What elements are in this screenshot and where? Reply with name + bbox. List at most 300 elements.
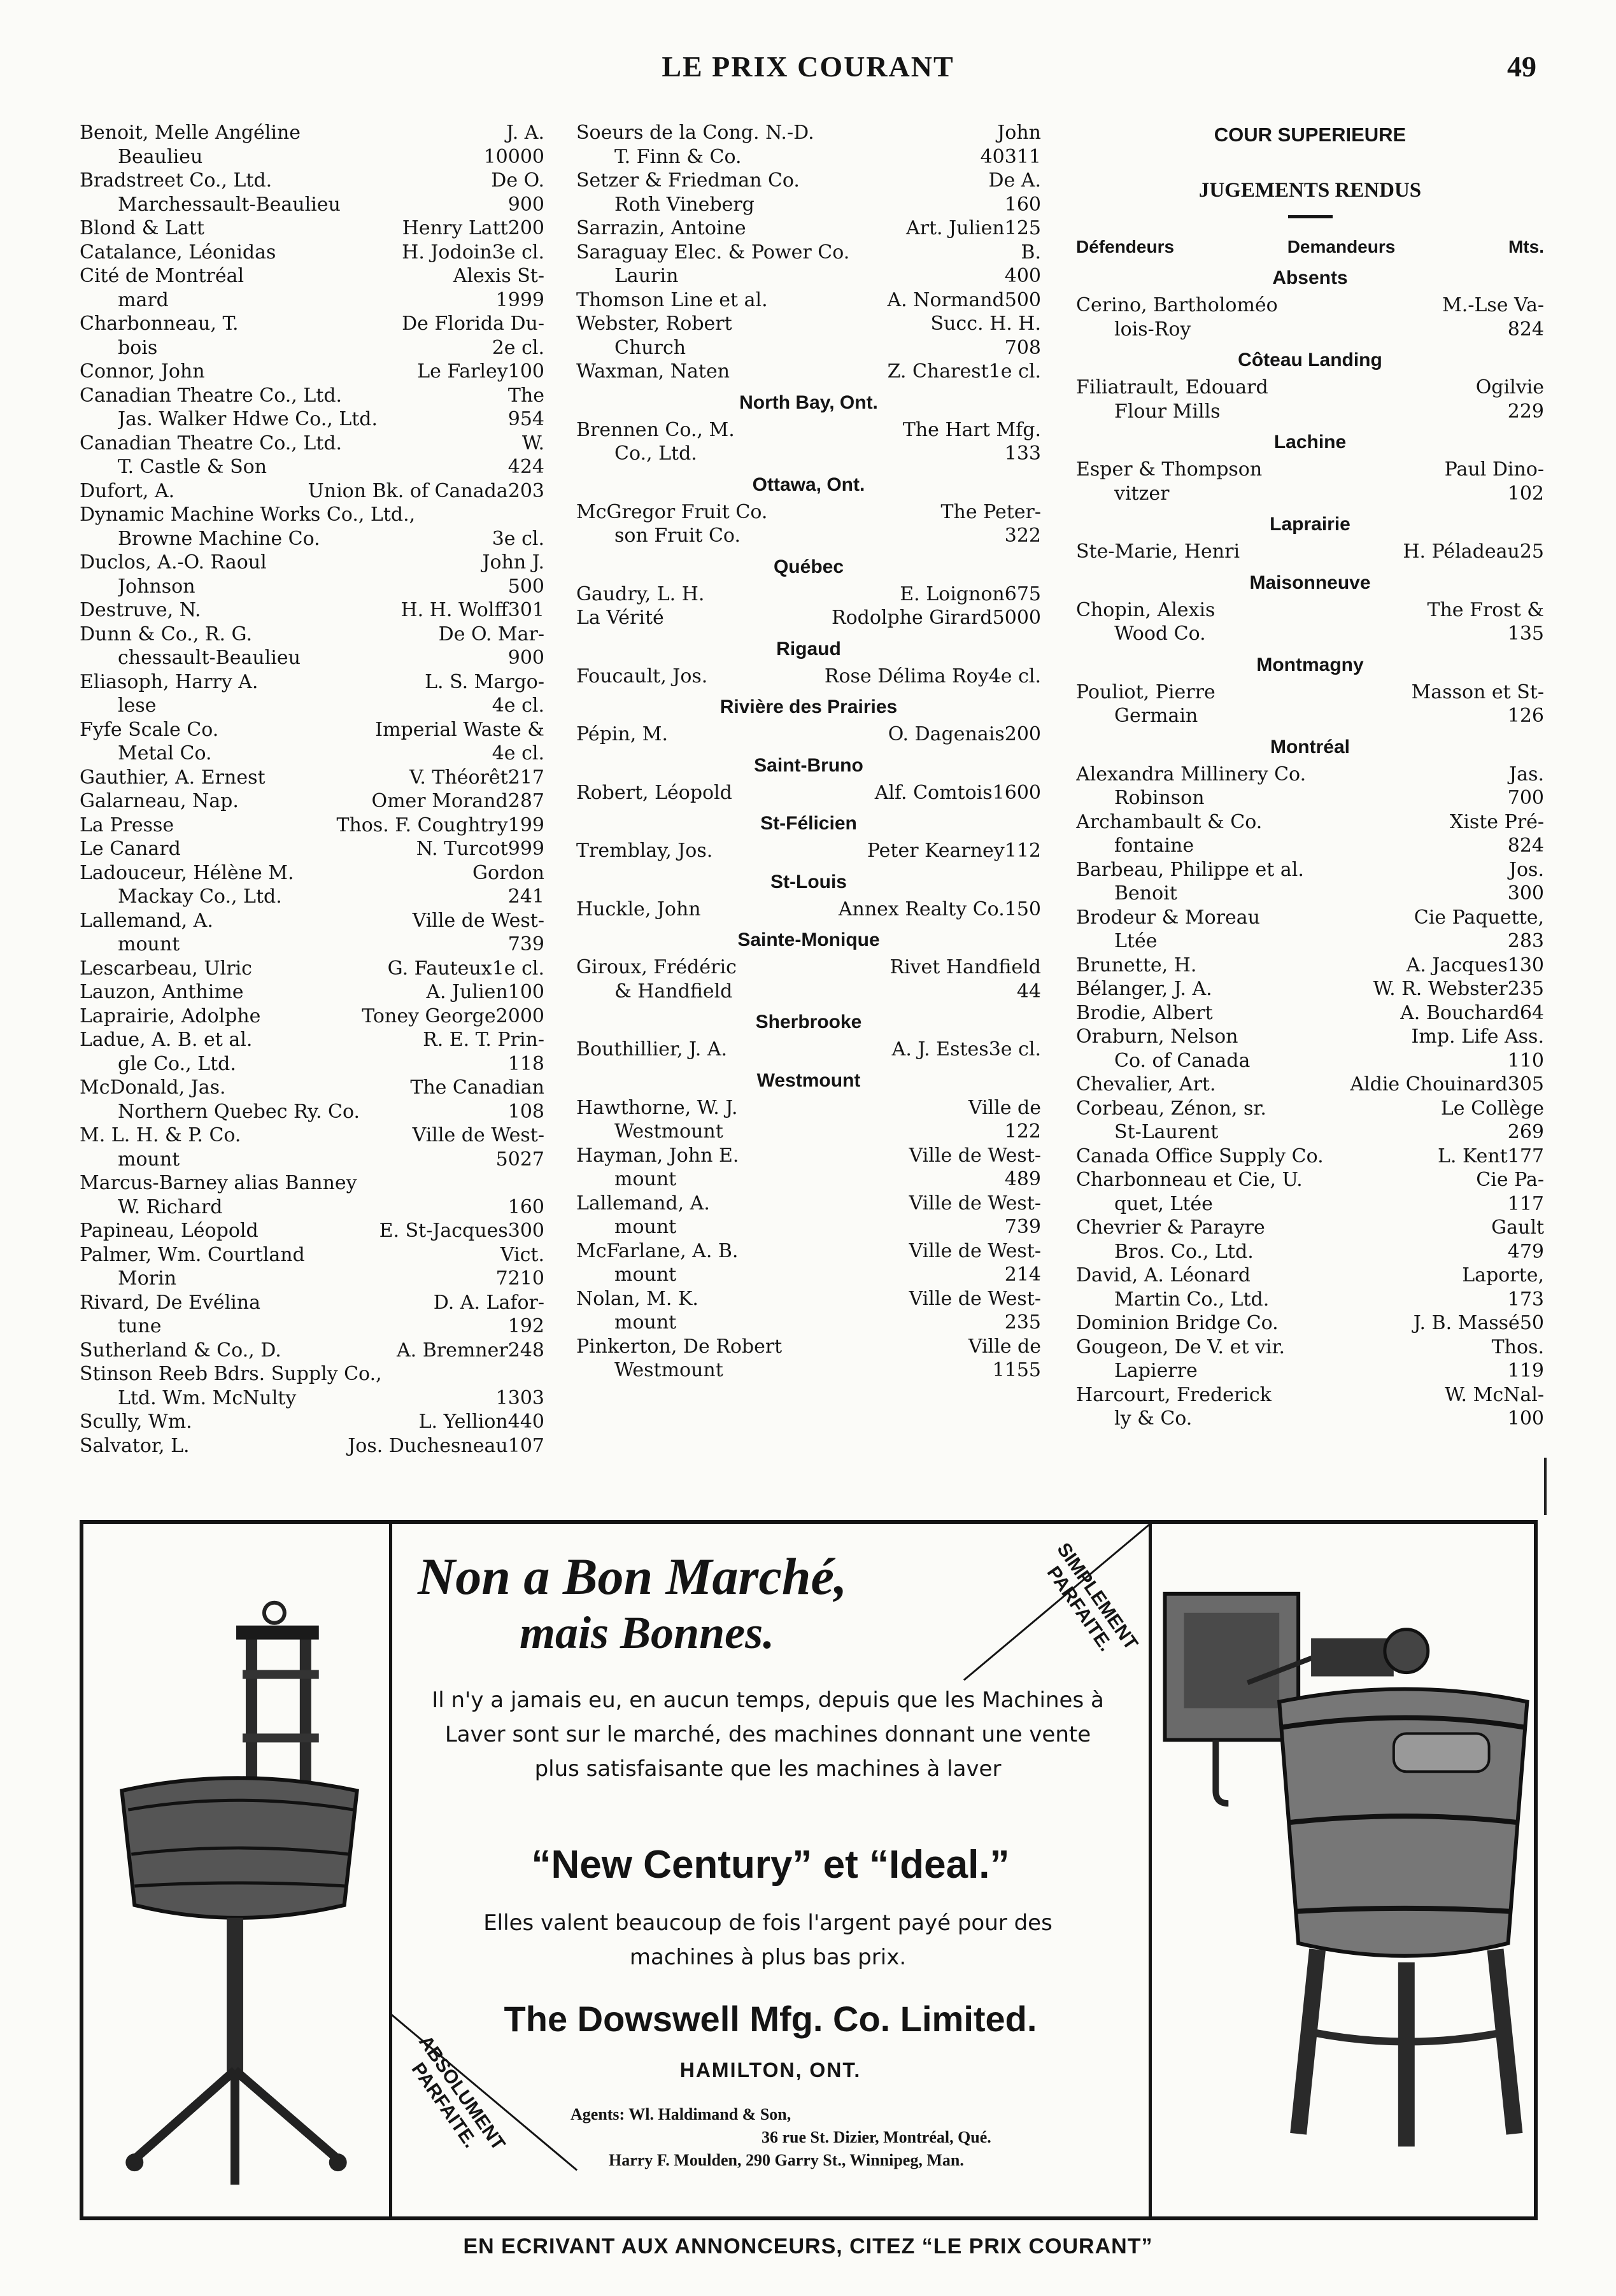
defendant-name: Palmer, Wm. Courtland <box>80 1243 305 1266</box>
judgment-amount: 10000 <box>483 145 544 168</box>
powered-washing-machine-illustration-icon <box>1152 1524 1534 2216</box>
defendant-name: Hayman, John E. <box>576 1144 739 1167</box>
judgment-amount: 824 <box>1507 835 1544 857</box>
plaintiff-name-continued: Laurin <box>614 265 679 287</box>
plaintiff-name: M.-Lse Va- <box>1442 294 1544 316</box>
page-number: 49 <box>1507 50 1536 83</box>
judgment-amount: 708 <box>1004 336 1041 359</box>
plaintiff-name-continued: tune <box>118 1315 162 1337</box>
defendant-name: Huckle, John <box>576 898 701 920</box>
plaintiff-name: H. Péladeau <box>1403 540 1520 563</box>
defendant-name: Canadian Theatre Co., Ltd. <box>80 384 343 407</box>
judgment-amount: 5027 <box>495 1148 544 1171</box>
judgment-amount: 900 <box>507 193 544 216</box>
plaintiff-name-continued: mount <box>118 933 180 955</box>
defendant-name: Duclos, A.-O. Raoul <box>80 551 267 574</box>
plaintiff-name: Masson et St- <box>1411 680 1544 703</box>
plaintiff-name: W. <box>521 432 544 454</box>
judgment-entry <box>576 898 1041 922</box>
defendant-name: Rivard, De Evélina <box>80 1291 260 1314</box>
defendant-name: Bradstreet Co., Ltd. <box>80 169 273 192</box>
judgment-entry <box>80 957 544 981</box>
judgment-entry <box>576 606 1041 630</box>
ad-body-text-1: Il n'y a jamais eu, en aucun temps, depuis que les Machines à Laver sont sur le marché, des machines donnant une vente plus satisfaisante que les machines à laver <box>432 1687 1104 1782</box>
publication-title: LE PRIX COURANT <box>662 50 954 83</box>
judgment-entry <box>1076 680 1544 728</box>
plaintiff-name: The <box>507 384 544 407</box>
town-heading: Rigaud <box>776 638 841 659</box>
column-2 <box>576 121 1041 1383</box>
plaintiff-name-continued: Ltd. Wm. McNulty <box>118 1386 297 1409</box>
judgment-amount: 119 <box>1507 1360 1544 1382</box>
defendant-name: Brennen Co., M. <box>576 418 735 441</box>
judgment-entry <box>1076 293 1544 341</box>
town-heading: St-Félicien <box>760 813 857 834</box>
defendant-name: Fyfe Scale Co. <box>80 718 219 741</box>
plaintiff-name-continued: mount <box>118 1148 180 1171</box>
plaintiff-name-continued: Marchessault-Beaulieu <box>118 193 341 216</box>
judgment-entry <box>80 264 544 312</box>
judgment-amount: 739 <box>507 933 544 955</box>
defendant-name: Eliasoph, Harry A. <box>80 670 259 693</box>
defendant-name: Archambault & Co. <box>1076 810 1263 833</box>
plaintiff-name: Ville de West- <box>909 1287 1041 1310</box>
judgment-entry <box>80 241 544 265</box>
judgment-amount: 440 <box>507 1411 544 1433</box>
defendant-name: Lallemand, A. <box>576 1192 710 1215</box>
plaintiff-name <box>535 1362 544 1386</box>
plaintiff-name: Omer Morand <box>371 790 508 812</box>
plaintiff-name: Ville de West- <box>412 1124 544 1146</box>
town-heading: Westmount <box>756 1069 861 1091</box>
judgment-amount: 64 <box>1519 1001 1544 1024</box>
defendant-name: Destruve, N. <box>80 599 201 621</box>
judgment-amount: 200 <box>1004 723 1041 745</box>
plaintiff-name-continued: lois-Roy <box>1114 318 1191 341</box>
judgment-entry <box>80 1339 544 1363</box>
judgment-amount: 150 <box>1004 898 1041 920</box>
plaintiff-name: Jos. <box>1508 858 1544 881</box>
judgment-amount: 269 <box>1507 1121 1544 1143</box>
judgment-entry <box>576 500 1041 548</box>
defendant-name: Chevalier, Art. <box>1076 1073 1216 1095</box>
judgment-entry <box>576 241 1041 288</box>
plaintiff-name-continued: Jas. Walker Hdwe Co., Ltd. <box>118 408 378 430</box>
judgment-entry <box>1076 1073 1544 1097</box>
judgment-amount: 300 <box>507 1220 544 1242</box>
judgment-entry <box>80 789 544 813</box>
judgment-amount: 130 <box>1507 954 1544 976</box>
judgment-amount: 1600 <box>992 781 1041 804</box>
judgment-amount: 1303 <box>495 1386 544 1409</box>
defendant-name: Brodeur & Moreau <box>1076 906 1260 929</box>
defendant-name: Cerino, Bartholoméo <box>1076 294 1278 316</box>
judgment-entry <box>576 1335 1041 1383</box>
town-heading: Laprairie <box>1270 514 1350 535</box>
defendant-name: Esper & Thompson <box>1076 458 1263 481</box>
judgment-entry <box>1076 858 1544 906</box>
defendant-name: Laprairie, Adolphe <box>80 1004 261 1027</box>
town-heading: Côteau Landing <box>1238 349 1382 370</box>
plaintiff-name: D. A. Lafor- <box>433 1291 544 1314</box>
plaintiff-name: Thos. <box>1491 1335 1544 1358</box>
town-heading: Saint-Bruno <box>754 754 863 776</box>
judgment-entry <box>576 121 1041 169</box>
judgment-entry <box>576 665 1041 689</box>
plaintiff-name-continued: Mackay Co., Ltd. <box>118 885 282 908</box>
judgment-amount: 241 <box>507 885 544 908</box>
margin-mark <box>1544 1458 1547 1515</box>
judgment-entry <box>80 1171 544 1219</box>
plaintiff-name: Paul Dino- <box>1444 458 1544 481</box>
defendant-name: David, A. Léonard <box>1076 1264 1251 1286</box>
judgment-amount: 40311 <box>980 145 1041 168</box>
header-plaintiffs: Demandeurs <box>1287 237 1396 257</box>
judgment-entry <box>576 169 1041 216</box>
plaintiff-name: E. Loignon <box>900 582 1005 605</box>
judgment-amount: 217 <box>507 766 544 789</box>
judgment-entry <box>576 1287 1041 1335</box>
judgment-amount: 675 <box>1004 582 1041 605</box>
plaintiff-name: Rivet Handfield <box>890 956 1041 978</box>
judgment-amount: 4e cl. <box>492 694 544 717</box>
judgment-amount: 500 <box>1004 288 1041 311</box>
town-heading: Ottawa, Ont. <box>752 474 865 495</box>
plaintiff-name: Ville de West- <box>412 909 544 932</box>
judgment-amount: 133 <box>1004 442 1041 465</box>
defendant-name: Dunn & Co., R. G. <box>80 623 252 645</box>
plaintiff-name: A. J. Estes <box>891 1038 989 1060</box>
plaintiff-name: Henry Latt <box>402 217 508 239</box>
defendant-name: Pépin, M. <box>576 723 669 745</box>
judgment-amount: 235 <box>1507 978 1544 1000</box>
plaintiff-name: The Peter- <box>940 500 1041 523</box>
judgment-entry <box>80 1291 544 1339</box>
judgment-entry <box>80 861 544 909</box>
judgment-entry <box>576 1239 1041 1287</box>
plaintiff-name: Vict. <box>500 1243 544 1266</box>
judgment-entry <box>576 722 1041 747</box>
defendant-name: Harcourt, Frederick <box>1076 1383 1272 1406</box>
judgment-entry <box>1076 1025 1544 1073</box>
judgment-entry <box>80 169 544 216</box>
judgment-amount: 122 <box>1004 1120 1041 1143</box>
judgment-amount: 44 <box>1016 980 1041 1003</box>
judgment-amount: 50 <box>1519 1312 1544 1334</box>
ad-headline-2: mais Bonnes. <box>520 1607 775 1658</box>
plaintiff-name-continued: son Fruit Co. <box>614 525 741 547</box>
plaintiff-name: Union Bk. of Canada <box>308 479 508 502</box>
plaintiff-name-continued: mount <box>614 1311 677 1334</box>
plaintiff-name-continued: Browne Machine Co. <box>118 527 320 550</box>
ad-right-panel <box>1149 1524 1534 2216</box>
judgment-amount: 200 <box>507 217 544 239</box>
judgment-amount: 300 <box>1507 882 1544 905</box>
judgment-entry <box>80 909 544 957</box>
ad-center-panel <box>392 1524 1149 2216</box>
town-heading: North Bay, Ont. <box>739 391 878 413</box>
plaintiff-name-continued: T. Finn & Co. <box>614 145 742 168</box>
judgment-amount: 2e cl. <box>492 336 544 359</box>
judgment-entry <box>80 1410 544 1434</box>
judgment-amount: 160 <box>1004 193 1041 216</box>
defendant-name: Benoit, Melle Angéline <box>80 122 301 144</box>
judgment-entry <box>1076 376 1544 423</box>
plaintiff-name: A. Jacques <box>1406 954 1508 976</box>
plaintiff-name: De Florida Du- <box>402 313 544 335</box>
judgment-entry <box>576 1038 1041 1062</box>
plaintiff-name-continued: mount <box>614 1168 677 1190</box>
town-heading: Rivière des Prairies <box>719 696 898 717</box>
defendant-name: Brodie, Albert <box>1076 1001 1213 1024</box>
judgment-entry <box>80 551 544 598</box>
judgment-entry <box>80 670 544 718</box>
plaintiff-name: W. R. Webster <box>1373 978 1508 1000</box>
ad-body-text-2: Elles valent beaucoup de fois l'argent payé pour des machines à plus bas prix. <box>483 1910 1053 1970</box>
judgment-entry <box>80 598 544 623</box>
plaintiff-name: V. Théorêt <box>409 766 508 789</box>
judgment-amount: 214 <box>1004 1264 1041 1286</box>
judgment-entry <box>576 955 1041 1003</box>
judgment-amount: 107 <box>507 1434 544 1457</box>
agents-line-1: Wl. Haldimand & Son, <box>628 2105 791 2123</box>
plaintiff-name: O. Dagenais <box>888 723 1005 745</box>
judgment-amount: 135 <box>1507 623 1544 645</box>
plaintiff-name: Ville de West- <box>909 1192 1041 1215</box>
plaintiff-name: Ville de West- <box>909 1239 1041 1262</box>
defendant-name: Lescarbeau, Ulric <box>80 957 252 980</box>
plaintiff-name-continued: T. Castle & Son <box>118 456 267 478</box>
judgment-amount: 7210 <box>495 1267 544 1290</box>
plaintiff-name: Succ. H. H. <box>930 313 1041 335</box>
town-heading: Maisonneuve <box>1249 572 1371 593</box>
plaintiff-name: Laporte, <box>1462 1264 1544 1286</box>
plaintiff-name: Ville de <box>968 1096 1041 1119</box>
defendant-name: Filiatrault, Edouard <box>1076 376 1268 398</box>
judgment-amount: 3e cl. <box>988 1038 1041 1060</box>
judgment-entry <box>80 1004 544 1029</box>
judgment-amount: 500 <box>507 575 544 598</box>
judgment-amount: 287 <box>507 790 544 812</box>
judgment-amount: 173 <box>1507 1288 1544 1311</box>
plaintiff-name-continued: W. Richard <box>118 1195 223 1218</box>
plaintiff-name: De O. <box>491 169 544 192</box>
plaintiff-name: John <box>997 122 1041 144</box>
defendant-name: Canadian Theatre Co., Ltd. <box>80 432 343 454</box>
column-3-entries <box>1076 265 1544 1431</box>
plaintiff-name-continued: vitzer <box>1114 482 1170 505</box>
judgment-entry <box>576 839 1041 863</box>
judgment-entry <box>1076 954 1544 978</box>
plaintiff-name-continued: Johnson <box>118 575 195 598</box>
judgment-entry <box>1076 1383 1544 1431</box>
plaintiff-name: Gordon <box>472 861 544 884</box>
judgment-amount: 4e cl. <box>492 742 544 764</box>
defendant-name: Marcus-Barney alias Banney <box>80 1172 357 1194</box>
defendant-name: Catalance, Léonidas <box>80 241 276 264</box>
plaintiff-name: The Canadian <box>410 1076 544 1099</box>
plaintiff-name: R. E. T. Prin- <box>423 1029 544 1051</box>
judgment-amount: 3e cl. <box>492 241 544 264</box>
plaintiff-name: A. Bouchard <box>1400 1001 1520 1024</box>
defendant-name: Alexandra Millinery Co. <box>1076 763 1307 785</box>
plaintiff-name-continued: mount <box>614 1216 677 1238</box>
defendant-name: Stinson Reeb Bdrs. Supply Co., <box>80 1363 382 1385</box>
plaintiff-name-continued: Germain <box>1114 705 1198 727</box>
judgment-amount: 229 <box>1507 400 1544 423</box>
plaintiff-name: A. Julien <box>426 981 508 1003</box>
plaintiff-name: Imp. Life Ass. <box>1411 1025 1544 1048</box>
defendant-name: Bouthillier, J. A. <box>576 1038 728 1060</box>
defendant-name: Tremblay, Jos. <box>576 840 713 862</box>
judgment-amount: 108 <box>507 1100 544 1123</box>
judgment-amount: 700 <box>1507 787 1544 809</box>
judgment-entry <box>576 1144 1041 1192</box>
plaintiff-name: Ville de <box>968 1335 1041 1358</box>
judgment-entry <box>80 1362 544 1410</box>
court-heading: COUR SUPERIEURE <box>1214 123 1407 146</box>
judgment-entry <box>576 360 1041 384</box>
judgment-amount: 112 <box>1004 840 1041 862</box>
judgment-amount: 160 <box>507 1195 544 1218</box>
plaintiff-name: Rose Délima Roy <box>824 665 989 687</box>
plaintiff-name: Annex Realty Co. <box>838 898 1005 920</box>
plaintiff-name: Alf. Comtois <box>874 781 993 804</box>
defendant-name: Lauzon, Anthime <box>80 981 244 1003</box>
judgment-entry <box>80 1243 544 1291</box>
plaintiff-name: E. St-Jacques <box>379 1220 508 1242</box>
ad-agents-block <box>571 2103 1118 2172</box>
rocker-washing-machine-illustration-icon <box>83 1524 389 2216</box>
plaintiff-name: L. Yellion <box>418 1411 508 1433</box>
judgment-amount: 102 <box>1507 482 1544 505</box>
judgment-amount: 900 <box>507 647 544 669</box>
judgment-entry <box>80 384 544 432</box>
judgment-amount: 739 <box>1004 1216 1041 1238</box>
judgment-entry <box>80 1028 544 1076</box>
court-subheading: JUGEMENTS RENDUS <box>1198 179 1422 202</box>
judgment-entry <box>80 360 544 384</box>
header-amount: Mts. <box>1508 237 1544 257</box>
judgment-entry <box>1076 763 1544 810</box>
judgment-amount: 100 <box>1507 1407 1544 1430</box>
town-heading: Lachine <box>1273 432 1347 453</box>
defendant-name: Pouliot, Pierre <box>1076 680 1216 703</box>
judgment-amount: 235 <box>1004 1311 1041 1334</box>
plaintiff-name: A. Bremner <box>396 1339 508 1362</box>
judgment-amount: 248 <box>507 1339 544 1362</box>
judgment-entry <box>80 432 544 479</box>
page-footer: EN ECRIVANT AUX ANNONCEURS, CITEZ “LE PRIX COURANT” <box>463 2234 1153 2258</box>
plaintiff-name: H. Jodoin <box>402 241 492 264</box>
defendant-name: Salvator, L. <box>80 1434 190 1457</box>
defendant-name: Lallemand, A. <box>80 909 213 932</box>
defendant-name: Dominion Bridge Co. <box>1076 1312 1279 1334</box>
defendant-name: Scully, Wm. <box>80 1411 192 1433</box>
judgment-amount: 954 <box>507 408 544 430</box>
judgment-amount: 1999 <box>495 288 544 311</box>
defendant-name: Pinkerton, De Robert <box>576 1335 783 1358</box>
defendant-name: Robert, Léopold <box>576 781 732 804</box>
plaintiff-name: L. Kent <box>1438 1144 1508 1167</box>
defendant-name: Foucault, Jos. <box>576 665 708 687</box>
judgment-amount: 400 <box>1004 265 1041 287</box>
judgment-amount: 301 <box>507 599 544 621</box>
judgment-entry <box>576 582 1041 607</box>
plaintiff-name: Le Farley <box>417 360 508 383</box>
town-heading: Sainte-Monique <box>737 929 880 950</box>
judgment-entry <box>80 1076 544 1123</box>
plaintiff-name: Gault <box>1491 1216 1544 1239</box>
judgment-amount: 305 <box>1507 1073 1544 1095</box>
judgment-entry <box>1076 1311 1544 1335</box>
plaintiff-name-continued: Flour Mills <box>1114 400 1221 423</box>
defendant-name: Ladouceur, Hélène M. <box>80 861 294 884</box>
heading-rule <box>1288 215 1333 218</box>
judgment-amount: 100 <box>507 981 544 1003</box>
ad-company-city: HAMILTON, ONT. <box>679 2059 861 2081</box>
judgment-amount: 118 <box>507 1052 544 1075</box>
judgment-entry <box>1076 1168 1544 1216</box>
plaintiff-name-continued: Martin Co., Ltd. <box>1114 1288 1270 1311</box>
judgment-entry <box>1076 458 1544 505</box>
plaintiff-name-continued: St-Laurent <box>1114 1121 1219 1143</box>
page-header <box>0 38 1616 89</box>
defendant-name: Galarneau, Nap. <box>80 790 239 812</box>
plaintiff-name: W. McNal- <box>1444 1383 1544 1406</box>
plaintiff-name-continued: Beaulieu <box>118 145 203 168</box>
judgment-entry <box>576 216 1041 241</box>
judgment-amount: 100 <box>507 360 544 383</box>
judgment-entry <box>1076 1097 1544 1144</box>
corner-banner-bottom: ABSOLUMENT PARFAITE. <box>407 2031 509 2155</box>
ad-product-names: “New Century” et “Ideal.” <box>531 1843 1010 1887</box>
defendant-name: La Presse <box>80 813 174 836</box>
judgment-amount: 125 <box>1004 217 1041 239</box>
judgment-entry <box>1076 598 1544 646</box>
plaintiff-name: Jas. <box>1509 763 1544 785</box>
plaintiff-name-continued: Lapierre <box>1114 1360 1198 1382</box>
judgment-amount: 25 <box>1519 540 1544 563</box>
plaintiff-name-continued: quet, Ltée <box>1114 1192 1213 1215</box>
town-heading: Absents <box>1272 267 1348 288</box>
defendant-name: Gaudry, L. H. <box>576 582 705 605</box>
plaintiff-name-continued: Morin <box>118 1267 177 1290</box>
plaintiff-name: Cie Paquette, <box>1414 906 1544 929</box>
plaintiff-name-continued: Westmount <box>614 1120 723 1143</box>
defendant-name: Sarrazin, Antoine <box>576 217 746 239</box>
plaintiff-name: De O. Mar- <box>438 623 544 645</box>
agents-label: Agents: <box>571 2105 625 2123</box>
judgment-amount: 283 <box>1507 930 1544 952</box>
plaintiff-name-continued: chessault-Beaulieu <box>118 647 301 669</box>
defendant-name: Barbeau, Philippe et al. <box>1076 858 1304 881</box>
judgment-entry <box>1076 1335 1544 1383</box>
plaintiff-name-continued: Co., Ltd. <box>614 442 697 465</box>
plaintiff-name-continued: Bros. Co., Ltd. <box>1114 1240 1254 1263</box>
plaintiff-name-continued: Church <box>614 336 686 359</box>
plaintiff-name-continued: Northern Quebec Ry. Co. <box>118 1100 360 1123</box>
plaintiff-name: J. A. <box>506 122 544 144</box>
plaintiff-name-continued: Co. of Canada <box>1114 1049 1251 1072</box>
plaintiff-name-continued: lese <box>118 694 157 717</box>
plaintiff-name-continued: mount <box>614 1264 677 1286</box>
judgment-amount: 126 <box>1507 705 1544 727</box>
defendant-name: Hawthorne, W. J. <box>576 1096 738 1119</box>
judgment-amount: 3e cl. <box>492 527 544 550</box>
judgment-amount: 424 <box>507 456 544 478</box>
judgment-entry <box>80 479 544 504</box>
